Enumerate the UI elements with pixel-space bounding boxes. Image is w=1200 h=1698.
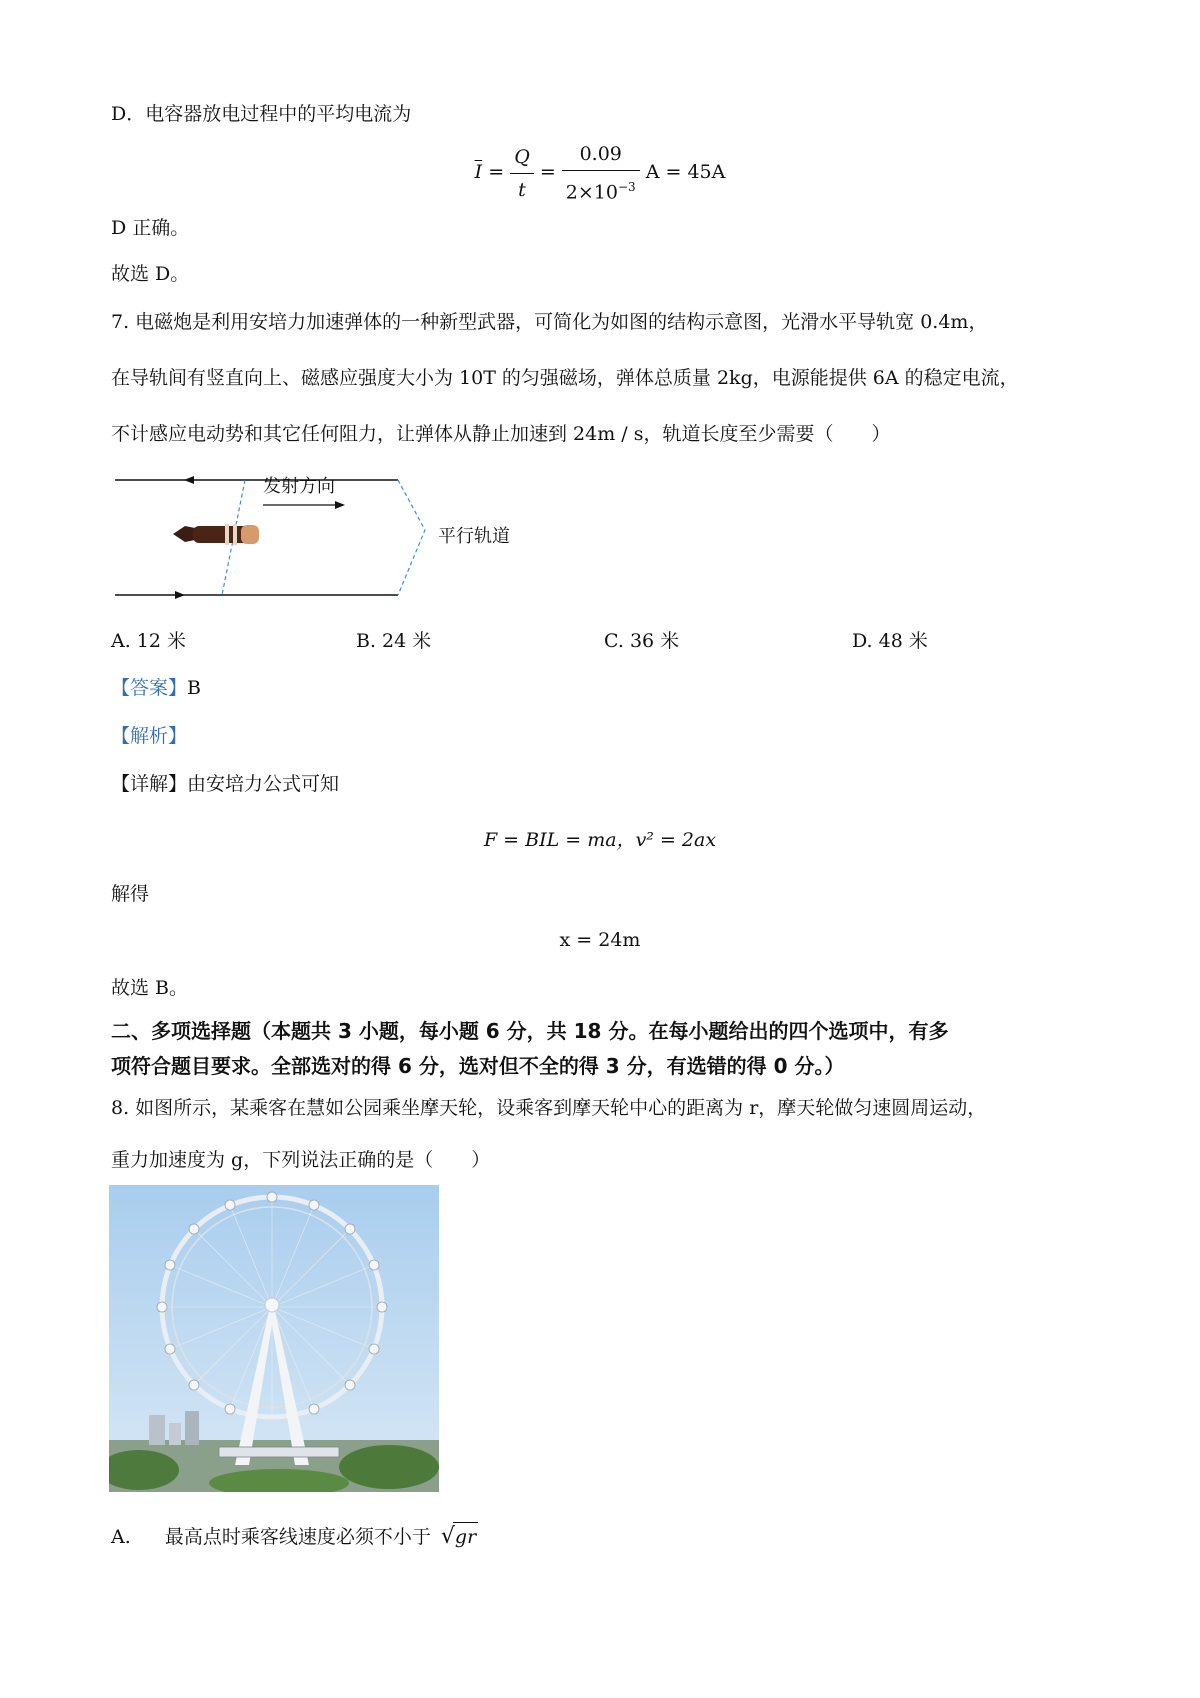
- detail-tag: 【详解】: [111, 773, 188, 795]
- analysis-tag: 【解析】: [111, 725, 188, 747]
- fraction-exponent: −3: [617, 180, 636, 194]
- top-rail-arrow-icon: [184, 476, 194, 484]
- q7-option-d: D. 48 米: [852, 630, 928, 652]
- q7-option-c: C. 36 米: [604, 630, 680, 652]
- q8-option-a: [111, 1522, 478, 1551]
- answer-line: [111, 674, 201, 702]
- parallel-rail-label: 平行轨道: [438, 526, 510, 547]
- formula-f-text: F = BIL = ma，v² = 2ax: [483, 829, 717, 851]
- q7-option-a: A. 12 米: [111, 630, 187, 652]
- q7-line1: 7. 电磁炮是利用安培力加速弹体的一种新型武器，可简化为如图的结构示意图，光滑水平导轨宽 0.4m，: [111, 311, 988, 333]
- launch-arrow-head-icon: [335, 501, 345, 509]
- solve-text: 解得: [111, 883, 150, 905]
- q7-line2: 在导轨间有竖直向上、磁感应强度大小为 10T 的匀强磁场，弹体总质量 2kg，电源能提供 6A 的稳定电流，: [111, 367, 1019, 389]
- q8-option-a-text: 最高点时乘客线速度必须不小于: [164, 1526, 431, 1548]
- formula-result: A = 45A: [645, 161, 726, 184]
- formula-x-text: x = 24m: [559, 929, 641, 951]
- sqrt-content: gr: [453, 1522, 478, 1551]
- fraction-numerator: Q: [510, 143, 534, 174]
- q8-line1: 8. 如图所示，某乘客在慧如公园乘坐摩天轮，设乘客到摩天轮中心的距离为 r，摩天轮做匀速圆周运动，: [111, 1097, 987, 1119]
- section2-heading-line1: 二、多项选择题（本题共 3 小题，每小题 6 分，共 18 分。在每小题给出的四个选项中，有多: [111, 1019, 949, 1043]
- answer-tag: 【答案】: [111, 677, 188, 699]
- fraction-numerator-value: 0.09: [562, 140, 640, 171]
- formula-i-bar: $\overline{I}$: [474, 161, 483, 184]
- fraction-denominator-value: 2×10: [565, 181, 618, 204]
- choose-b-text: 故选 B。: [111, 977, 189, 999]
- q7-option-b: B. 24 米: [356, 630, 432, 652]
- sqrt-icon: √: [440, 1524, 455, 1549]
- ferris-wheel-photo: [109, 1185, 439, 1492]
- detail-text: 由安培力公式可知: [187, 773, 340, 795]
- option-d-text: D．电容器放电过程中的平均电流为: [111, 103, 412, 125]
- bottom-rail-arrow-icon: [175, 591, 185, 599]
- railgun-diagram: [105, 470, 545, 610]
- q8-line2: 重力加速度为 g，下列说法正确的是（ ）: [111, 1149, 491, 1171]
- analysis-line: [111, 722, 187, 750]
- launch-direction-label: 发射方向: [263, 476, 335, 497]
- rail-end-dashed: [398, 480, 425, 595]
- formula-x: [0, 926, 1200, 954]
- q8-option-a-label: A.: [111, 1526, 131, 1548]
- fraction-values: [562, 140, 640, 206]
- projectile-icon: [173, 524, 259, 545]
- choose-d-text: 故选 D。: [111, 263, 190, 285]
- answer-value: B: [187, 677, 201, 699]
- q7-line3: 不计感应电动势和其它任何阻力，让弹体从静止加速到 24m / s，轨道长度至少需要（ ）: [111, 423, 891, 445]
- section2-heading-line2: 项符合题目要求。全部选对的得 6 分，选对但不全的得 3 分，有选错的得 0 分。）: [111, 1054, 845, 1078]
- detail-line: [111, 770, 339, 798]
- formula-average-current: $\overline{I}$ = $\frac{Q}{t}$ = $\frac{0.09}{2\times 10^{-3}}$ A = 45A: [0, 140, 1200, 200]
- ferris-wheel-svg: [109, 1185, 439, 1492]
- d-correct-text: D 正确。: [111, 217, 190, 239]
- formula-ampere: [0, 826, 1200, 854]
- fraction-q-over-t: [510, 143, 534, 204]
- fraction-denominator: t: [518, 178, 526, 201]
